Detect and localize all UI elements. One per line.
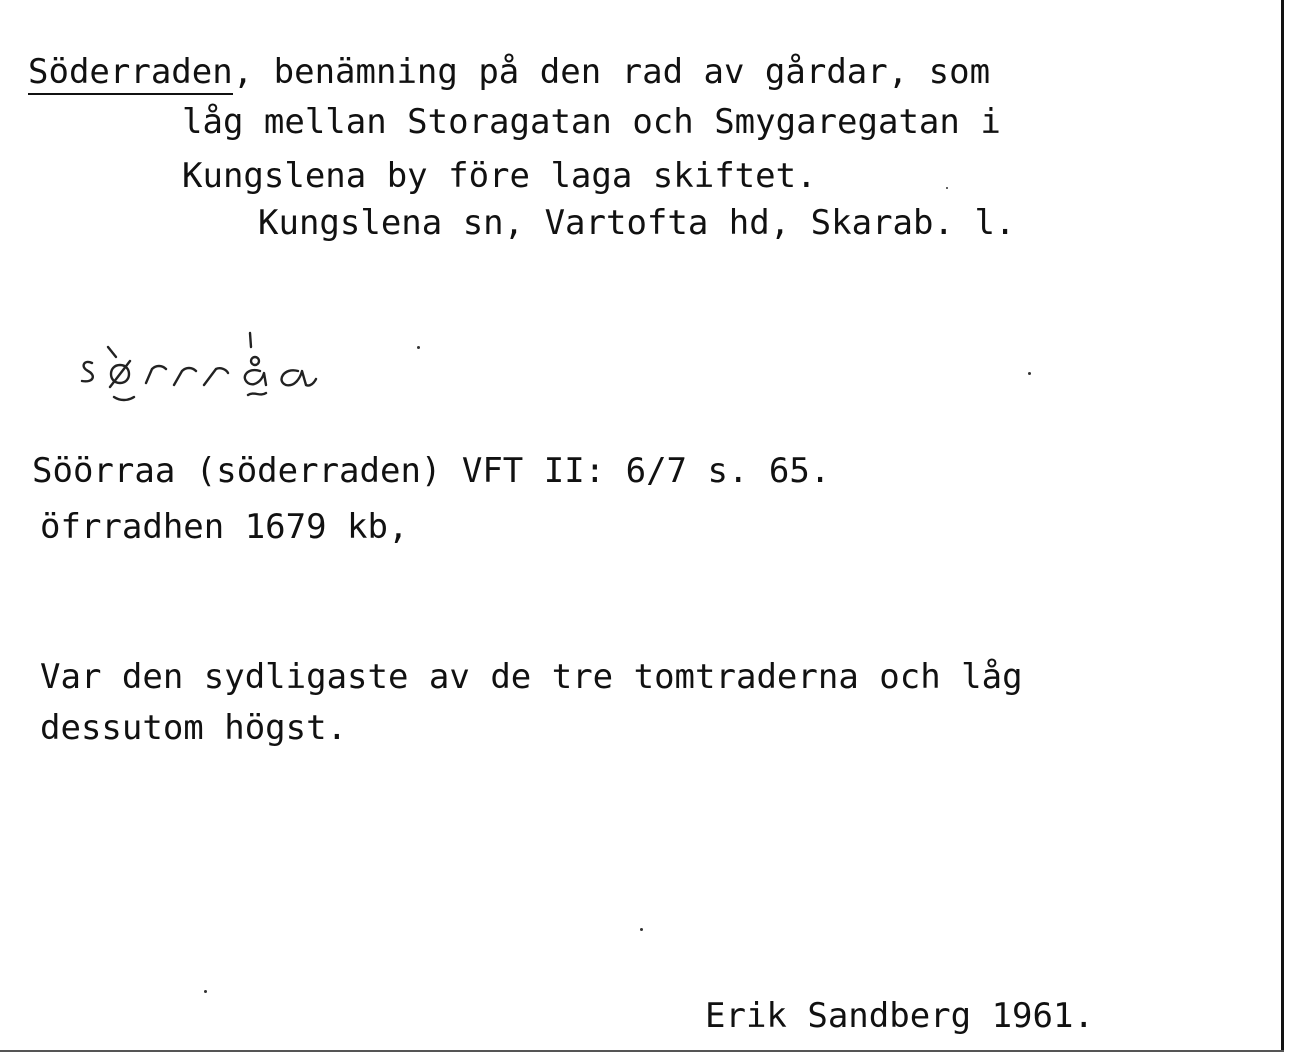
entry-line-1 — [28, 52, 990, 95]
scan-speck — [417, 346, 420, 349]
scan-speck — [1028, 372, 1031, 375]
scan-speck — [946, 187, 948, 189]
note-line-1: Var den sydligaste av de tre tomtraderna och låg — [40, 657, 1023, 697]
note-line-2: dessutom högst. — [40, 708, 348, 748]
scan-speck — [204, 990, 207, 993]
scan-speck — [640, 928, 643, 931]
signature: Erik Sandberg 1961. — [705, 996, 1094, 1036]
location-line: Kungslena sn, Vartofta hd, Skarab. l. — [258, 203, 1016, 243]
headword: Söderraden — [28, 52, 233, 95]
entry-line-2: låg mellan Storagatan och Smygaregatan i — [182, 102, 1001, 142]
entry-line-3: Kungslena by före laga skiftet. — [182, 156, 817, 196]
historical-form-line: öfrradhen 1679 kb, — [40, 507, 409, 547]
source-line: Söörraa (söderraden) VFT II: 6/7 s. 65. — [32, 451, 831, 491]
card-bottom-edge — [0, 1050, 1284, 1052]
entry-definition-start: , benämning på den rad av gårdar, som — [232, 52, 991, 92]
card-right-edge — [1281, 0, 1284, 1052]
handwritten-pronunciation — [70, 325, 380, 415]
